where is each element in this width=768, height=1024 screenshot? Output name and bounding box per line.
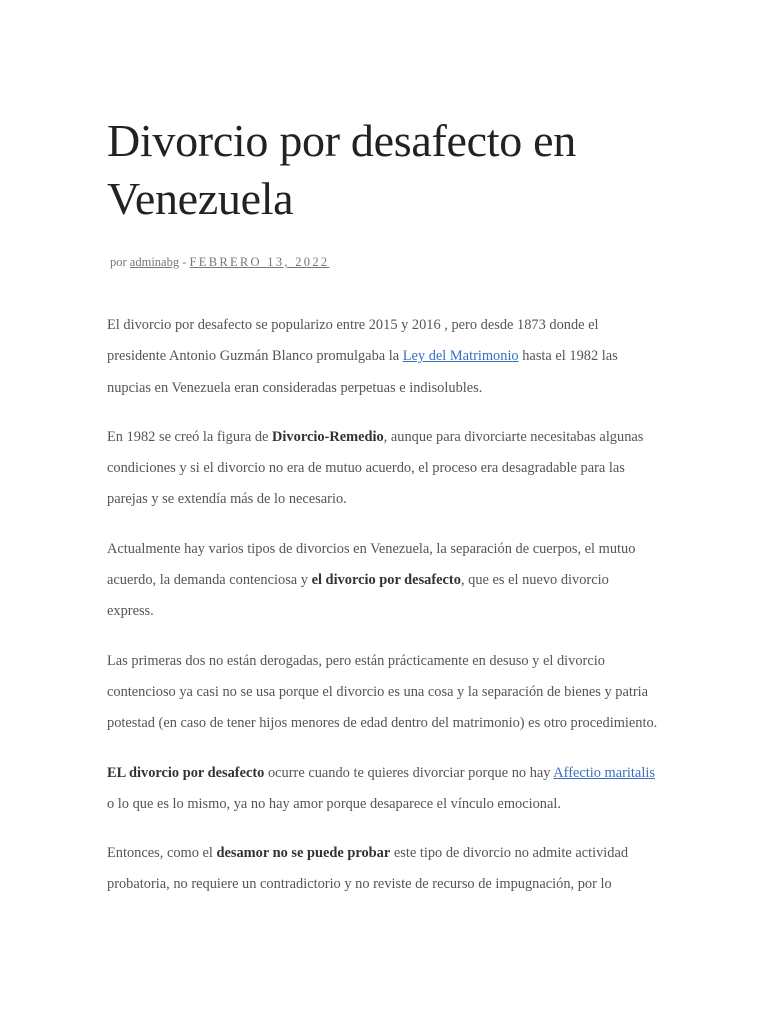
paragraph-text: El divorcio por desafecto se popularizo entre 2015 y 2016 , pero desde 1873 donde el presidente Antonio Guzmán Blanco promulgaba la <box>107 317 599 365</box>
post-meta <box>110 254 659 270</box>
article-paragraph <box>107 422 659 516</box>
page-title: Divorcio por desafecto en Venezuela <box>107 115 576 224</box>
paragraph-text: o lo que es lo mismo, ya no hay amor porque desaparece el vínculo emocional. <box>107 795 561 812</box>
article-paragraph <box>107 310 659 404</box>
meta-separator: - <box>182 255 187 269</box>
article-paragraph <box>107 646 659 740</box>
paragraph-text: ocurre cuando te quieres divorciar porque no hay <box>264 764 554 781</box>
paragraph-text: este tipo de divorcio no admite actividad probatoria, no requiere un contradictorio y no reviste de recurso de impugnación, por lo <box>107 845 629 893</box>
bold-text: el divorcio por desafecto <box>311 572 461 589</box>
bold-text: desamor no se puede probar <box>216 845 391 862</box>
inline-link[interactable]: Affectio maritalis <box>553 764 655 781</box>
article-paragraph <box>107 534 659 628</box>
author-link[interactable]: adminabg <box>129 255 180 269</box>
paragraph-text: , aunque para divorciarte necesitabas algunas condiciones y si el divorcio no era de mutuo acuerdo, el proceso era desagradable para las parejas y se extendía más de lo necesario. <box>107 428 644 508</box>
post-date-link[interactable]: FEBRERO 13, 2022 <box>189 255 330 269</box>
article-paragraph <box>107 758 659 821</box>
article-body <box>107 310 659 901</box>
paragraph-text: Las primeras dos no están derogadas, pero están prácticamente en desuso y el divorcio contencioso ya casi no se usa porque el divorcio es una cosa y la separación de bienes y patria potestad (en caso de tener hijos menores de edad dentro del matrimonio) es otro procedimiento. <box>107 652 658 732</box>
paragraph-text: Entonces, como el <box>107 845 217 862</box>
article-paragraph <box>107 838 659 901</box>
paragraph-text: , que es el nuevo divorcio express. <box>107 572 609 620</box>
byline-prefix: por <box>110 255 127 269</box>
paragraph-text: hasta el 1982 las nupcias en Venezuela eran consideradas perpetuas e indisolubles. <box>107 348 618 396</box>
bold-text: Divorcio-Remedio <box>272 428 384 445</box>
paragraph-text: En 1982 se creó la figura de <box>107 428 273 445</box>
bold-text: EL divorcio por desafecto <box>107 764 265 781</box>
article <box>107 112 659 919</box>
paragraph-text: Actualmente hay varios tipos de divorcios en Venezuela, la separación de cuerpos, el mutuo acuerdo, la demanda contenciosa y <box>107 540 636 589</box>
inline-link[interactable]: Ley del Matrimonio <box>402 348 519 365</box>
